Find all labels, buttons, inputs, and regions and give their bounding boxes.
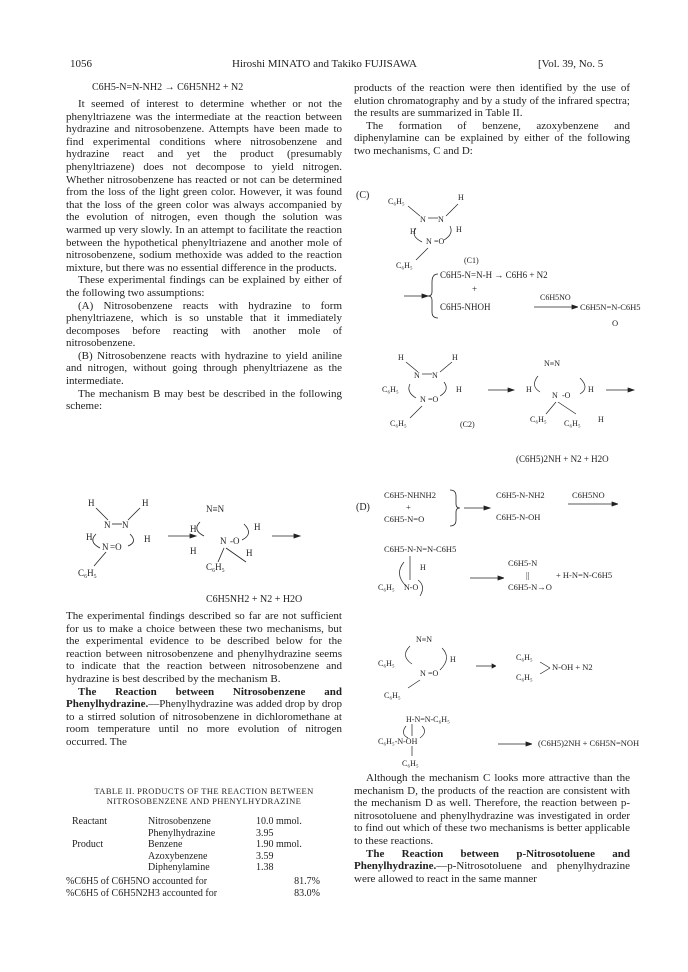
- svg-text:H: H: [458, 193, 464, 202]
- footer-value: 81.7%: [294, 876, 320, 887]
- triazene-equation: C6H5-N=N-NH2 → C6H5NH2 + N2: [92, 82, 244, 93]
- d-final-arrow: [498, 740, 532, 748]
- journal-volume: [Vol. 39, No. 5: [538, 58, 604, 70]
- products-table: [72, 816, 306, 874]
- svg-text:H: H: [598, 415, 604, 424]
- c-branch1: C6H5-N=N-H → C6H6 + N2: [440, 270, 548, 280]
- svg-text:H: H: [144, 534, 151, 544]
- scheme-b-diagram: [66, 490, 342, 608]
- right-text-top: [354, 82, 630, 158]
- left-text-top: [66, 98, 342, 413]
- paragraph-text: —Phenylhydrazine was added drop by drop to a stirred solution of nitrosobenzene in dichloromethane at room temperature until no more evolution of nitrogen occurred. The: [66, 698, 342, 748]
- table-footer: [66, 876, 342, 899]
- svg-text:C₆H₅: C₆H₅: [516, 673, 533, 682]
- svg-text:H: H: [398, 353, 404, 362]
- d-reactant2: C6H5-N=O: [384, 514, 425, 524]
- svg-text:H: H: [588, 385, 594, 394]
- table-cell: Reactant: [72, 816, 107, 827]
- svg-text:H: H: [410, 227, 416, 236]
- c-branch2-arrow: [534, 303, 578, 311]
- svg-text:H: H: [420, 563, 426, 572]
- section-title: The Reaction between Nitrosobenzene and Phenylhydrazine.: [66, 685, 342, 711]
- table-cell: 1.38: [256, 862, 274, 873]
- svg-text:C₆H₅: C₆H₅: [516, 653, 533, 662]
- d-intermediate: C6H5-N-N=N-C6H5: [384, 544, 457, 554]
- footer-label: %C6H5 of C6H5NO accounted for: [66, 876, 208, 887]
- table-cell: 1.90 mmol.: [256, 839, 302, 850]
- table-row: [72, 828, 306, 840]
- paragraph-text: —p-Nitrosotoluene and phenylhydrazine were allowed to react in the same manner: [354, 860, 630, 885]
- svg-text:C₆H₅: C₆H₅: [388, 197, 405, 206]
- d-mid-product2: C6H5-N→O: [508, 582, 552, 592]
- paragraph: Although the mechanism C looks more attractive than the mechanism D, the products of the reaction are consistent with the mechanism D as well. Therefore, the reaction between p-nitrosotoluene and phenylhydrazine was investigated in order to find out which of these two mechanisms is better applicable to these reactions.: [354, 772, 630, 847]
- svg-text:C₆H₅: C₆H₅: [384, 691, 401, 700]
- label-c2: (C2): [460, 420, 475, 429]
- table-cell: [72, 862, 148, 874]
- d-final-products: (C6H5)2NH + C6H5N=NOH: [538, 738, 640, 748]
- svg-text:N: N: [420, 669, 426, 678]
- svg-text:=O: =O: [428, 395, 439, 404]
- paragraph: The formation of benzene, azoxybenzene and diphenylamine can be explained by either of the following two mechanisms, C and D:: [354, 119, 630, 157]
- table-caption: [66, 786, 342, 806]
- table-row: [72, 862, 306, 874]
- svg-text:C₆H₅: C₆H₅: [78, 568, 97, 578]
- table-cell: Product: [72, 839, 104, 850]
- c-branch-plus: +: [472, 284, 478, 294]
- paragraph: These experimental findings can be explained by either of the following two assumptions:: [66, 274, 342, 299]
- svg-text:H: H: [88, 498, 95, 508]
- table-cell: 3.59: [256, 850, 274, 862]
- d-reagent: C6H5NO: [572, 490, 605, 500]
- svg-text:-O: -O: [562, 391, 571, 400]
- d-reactant1: C6H5-NHNH2: [384, 490, 436, 500]
- table-row: [72, 816, 306, 828]
- d-last-products: N-OH + N2: [552, 662, 593, 672]
- svg-text:N: N: [420, 215, 426, 224]
- c2-products: (C6H5)2NH + N2 + H2O: [516, 454, 609, 464]
- svg-text:H: H: [456, 225, 462, 234]
- paragraph: [354, 848, 630, 886]
- svg-text:H: H: [246, 548, 253, 558]
- table-caption-line: NITROSOBENZENE AND PHENYLHYDRAZINE: [106, 796, 302, 806]
- paragraph: (A) Nitrosobenzene reacts with hydrazine to form phenyltriazene, which is so unstable that it immediately decomposes before reacting with another mole of nitrosobenzene.: [66, 299, 342, 350]
- footer-label: %C6H5 of C6H5N2H3 accounted for: [66, 887, 218, 899]
- table-cell: [72, 828, 148, 840]
- svg-text:N: N: [102, 542, 109, 552]
- paragraph: (B) Nitrosobenzene reacts with hydrazine to yield aniline and nitrogen, without going through phenyltriazene as the intermediate.: [66, 349, 342, 388]
- table-cell: [72, 851, 148, 863]
- svg-text:N≡N: N≡N: [416, 635, 433, 644]
- svg-text:C₆H₅: C₆H₅: [206, 562, 225, 572]
- page-number: 1056: [70, 58, 92, 70]
- label-d: (D): [356, 502, 370, 513]
- svg-text:=O: =O: [428, 669, 439, 678]
- d-product2: C6H5-N-OH: [496, 512, 541, 522]
- svg-text:C₆H₅: C₆H₅: [382, 385, 399, 394]
- svg-text:C₆H₅: C₆H₅: [378, 659, 395, 668]
- table-cell: Nitrosobenzene: [148, 816, 211, 827]
- d-reagent-arrow: [568, 500, 618, 508]
- table-cell: 3.95: [256, 827, 274, 839]
- d-brace-arrow: [448, 488, 492, 528]
- svg-text:N: N: [438, 215, 444, 224]
- svg-text:-O: -O: [230, 536, 240, 546]
- svg-text:C₆H₅: C₆H₅: [390, 419, 407, 428]
- svg-text:H-N=N-C₆H₅: H-N=N-C₆H₅: [406, 715, 450, 724]
- paragraph: products of the reaction were then identified by the use of elution chromatography and by a study of the infrared spectra; the results are summarized in Table II.: [354, 82, 630, 120]
- svg-text:N: N: [414, 371, 420, 380]
- d-plus: +: [406, 502, 411, 512]
- svg-text:C₆H₅: C₆H₅: [530, 415, 547, 424]
- d-mid-side: + H-N=N-C6H5: [556, 570, 613, 580]
- running-authors: Hiroshi MINATO and Takiko FUJISAWA: [232, 58, 417, 70]
- svg-text:H: H: [142, 498, 149, 508]
- svg-text:H: H: [254, 522, 261, 532]
- table-cell: Phenylhydrazine: [148, 827, 216, 839]
- svg-text:H: H: [190, 546, 197, 556]
- c-branch-arrow: [404, 270, 444, 320]
- svg-text:=O: =O: [110, 542, 122, 552]
- d-product1: C6H5-N-NH2: [496, 490, 545, 500]
- svg-text:H: H: [456, 385, 462, 394]
- svg-text:C₆H₅: C₆H₅: [564, 419, 581, 428]
- table-footer-row: [66, 888, 342, 900]
- paragraph: The mechanism B may best be described in the following scheme:: [66, 387, 342, 413]
- table-cell: Diphenylamine: [148, 862, 210, 873]
- d-mid-product1: C6H5-N: [508, 558, 538, 568]
- c-branch2-oxide: O: [612, 318, 619, 328]
- right-text-bottom: [354, 772, 630, 885]
- scheme-b-products: C6H5NH2 + N2 + H2O: [206, 594, 303, 605]
- table-row: [72, 839, 306, 851]
- svg-text:N: N: [420, 395, 426, 404]
- table-row: [72, 851, 306, 863]
- svg-text:N: N: [104, 520, 111, 530]
- svg-text:=O: =O: [434, 237, 445, 246]
- svg-text:H: H: [450, 655, 456, 664]
- paragraph: The experimental findings described so far are not sufficient for us to make a choice between these two mechanisms, but the experimental evidence to be described below for the reaction between nitrosobenzene and phenylhydrazine seems to indicate that the reaction between nitrosobenzene and hydrazine is best described by the mechanism B.: [66, 610, 342, 685]
- svg-text:C₆H₅: C₆H₅: [378, 583, 395, 592]
- svg-text:H: H: [190, 524, 197, 534]
- svg-text:C₆H₅: C₆H₅: [396, 261, 413, 270]
- table-caption-line: TABLE II. PRODUCTS OF THE REACTION BETWEEN: [94, 786, 314, 796]
- svg-text:N: N: [220, 536, 227, 546]
- svg-text:C₆H₅: C₆H₅: [402, 759, 419, 768]
- svg-text:H: H: [452, 353, 458, 362]
- svg-text:N: N: [426, 237, 432, 246]
- table-cell: 10.0 mmol.: [256, 816, 302, 827]
- paragraph: [66, 686, 342, 749]
- svg-text:H: H: [526, 385, 532, 394]
- svg-text:N≡N: N≡N: [206, 504, 225, 514]
- label-c1: (C1): [464, 256, 479, 265]
- svg-text:N: N: [122, 520, 129, 530]
- left-text-bottom: [66, 610, 342, 749]
- c-branch2-reagent: C6H5NO: [540, 293, 571, 302]
- paragraph: It seemed of interest to determine whether or not the phenyltriazene was the intermediate at the reaction between hydrazine and nitrosobenzene. Attempts have been made to find experimental conditions where nitrosobenzene and hydrazine react and yet the product (presumably phenyltriazene) does not decompose to yield nitrogen. Whether nitrosobenzene has reacted or not can be determined from the loss of the light green color. However, it was found that the loss of the green color was always accompanied by the evolution of nitrogen, even though the solution was warmed up very slowly. In an attempt to facilitate the reaction between the hypothetical phenyltriazene and another mole of nitrosobenzene, sodium methoxide was added to the reaction mixture, but there was no essential difference in the products.: [66, 98, 342, 274]
- c-branch2: C6H5-NHOH: [440, 302, 491, 312]
- table-footer-row: [66, 876, 342, 888]
- svg-text:N: N: [552, 391, 558, 400]
- d-cyclic-diagram: [376, 632, 496, 702]
- label-c: (C): [356, 190, 370, 201]
- svg-text:C₆H₅-N-OH: C₆H₅-N-OH: [378, 737, 418, 746]
- svg-text:N: N: [432, 371, 438, 380]
- d-mid-bond: ||: [526, 570, 530, 580]
- c-branch2-product: C6H5N=N-C6H5: [580, 302, 641, 312]
- footer-value: 83.0%: [294, 887, 320, 899]
- d-mid-arrow: [470, 574, 504, 582]
- scheme-c2-diagram: [380, 348, 640, 438]
- table-cell: Azoxybenzene: [148, 850, 208, 862]
- section-title: The Reaction between p-Nitrosotoluene and Phenylhydrazine.: [354, 847, 630, 873]
- svg-text:N≡N: N≡N: [544, 359, 561, 368]
- d-final-diagram: [376, 712, 486, 768]
- d-intermediate-diagram: [376, 556, 476, 600]
- table-cell: Benzene: [148, 839, 183, 850]
- svg-text:N-O: N-O: [404, 583, 419, 592]
- svg-text:H: H: [86, 532, 93, 542]
